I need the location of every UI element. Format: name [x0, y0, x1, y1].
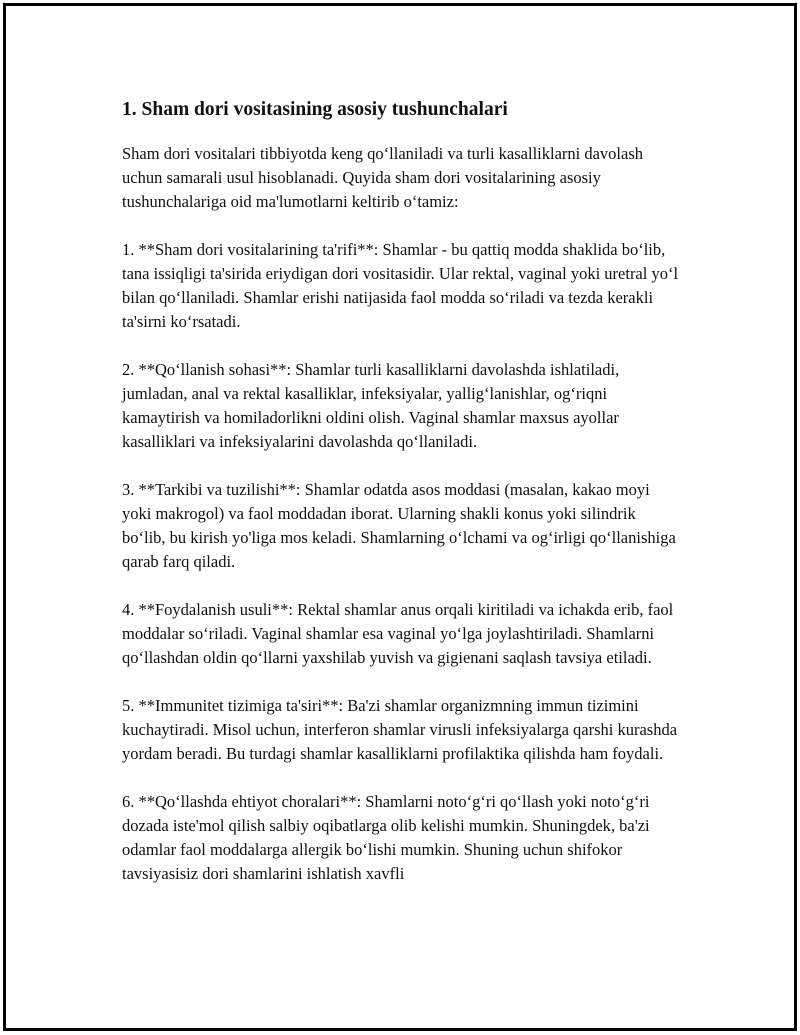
paragraph-composition: 3. **Tarkibi va tuzilishi**: Shamlar odatda asos moddasi (masalan, kakao moyi yoki makrogol) va faol moddadan iborat. Ularning shakli konus yoki silindrik bo‘lib, bu kirish yo'liga mos keladi. Shamlarning o‘lchami va og‘irligi qo‘llanishiga qarab farq qiladi. [122, 480, 676, 571]
document-body [122, 98, 682, 910]
paragraph-definition: 1. **Sham dori vositalarining ta'rifi**: Shamlar - bu qattiq modda shaklida bo‘lib, tana issiqligi ta'sirida eriydigan dori vositasidir. Ular rektal, vaginal yoki uretral yo‘l bilan qo‘llaniladi. Shamlar erishi natijasida faol modda so‘riladi va tezda kerakli ta'sirni ko‘rsatadi. [122, 240, 679, 331]
page-title: 1. Sham dori vositasining asosiy tushunchalari [122, 99, 508, 120]
paragraph-precautions: 6. **Qo‘llashda ehtiyot choralari**: Shamlarni noto‘g‘ri qo‘llash yoki noto‘g‘ri dozada iste'mol qilish salbiy oqibatlarga olib kelishi mumkin. Shuningdek, ba'zi odamlar faol moddalarga allergik bo‘lishi mumkin. Shuning uchun shifokor tavsiyasisiz dori shamlarini ishlatish xavfli [122, 792, 650, 883]
paragraph-immune-effect: 5. **Immunitet tizimiga ta'siri**: Ba'zi shamlar organizmning immun tizimini kuchaytiradi. Misol uchun, interferon shamlar virusli infeksiyalarga qarshi kurashda yordam beradi. Bu turdagi shamlar kasalliklarni profilaktika qilishda ham foydali. [122, 696, 678, 763]
paragraph-intro: Sham dori vositalari tibbiyotda keng qo‘llaniladi va turli kasalliklarni davolash uchun samarali usul hisoblanadi. Quyida sham dori vositalarining asosiy tushunchalariga oid ma'lumotlarni keltirib o‘tamiz: [122, 144, 644, 211]
paragraph-usage-method: 4. **Foydalanish usuli**: Rektal shamlar anus orqali kiritiladi va ichakda erib, faol moddalar so‘riladi. Vaginal shamlar esa vaginal yo‘lga joylashtiriladi. Shamlarni qo‘llashdan oldin qo‘llarni yaxshilab yuvish va gigienani saqlash tavsiya etiladi. [122, 600, 674, 667]
page-frame [3, 3, 797, 1031]
paragraph-application-area: 2. **Qo‘llanish sohasi**: Shamlar turli kasalliklarni davolashda ishlatiladi, jumladan, anal va rektal kasalliklar, infeksiyalar, yallig‘lanishlar, og‘riqni kamaytirish va homiladorlikni oldini olish. Vaginal shamlar maxsus ayollar kasalliklari va infeksiyalarini davolashda qo‘llaniladi. [122, 360, 620, 451]
